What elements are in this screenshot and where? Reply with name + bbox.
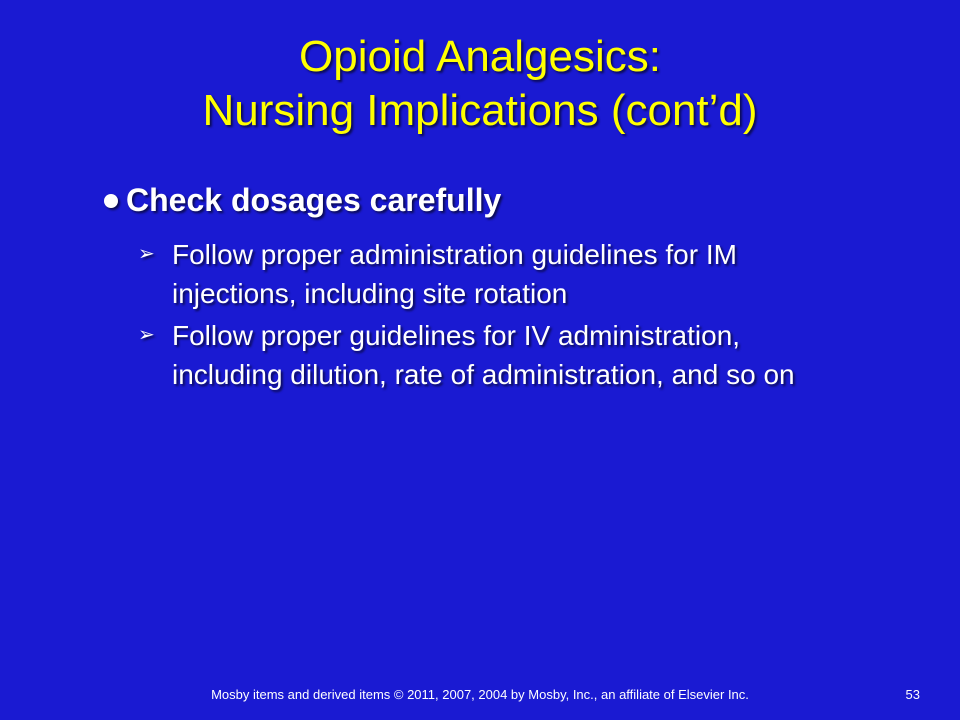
- arrow-bullet-icon: ➢: [138, 243, 155, 265]
- arrow-bullet-icon: ➢: [138, 324, 155, 346]
- sub-bullet-text: Follow proper administration guidelines for IM injections, including site rotation: [172, 239, 737, 309]
- slide-title: [0, 30, 960, 138]
- copyright-footer: Mosby items and derived items © 2011, 2007, 2004 by Mosby, Inc., an affiliate of Elsevier Inc.: [211, 687, 749, 702]
- title-line-1: Opioid Analgesics:: [299, 32, 661, 81]
- bullet-dot-icon: [104, 194, 118, 208]
- sub-bullet-text: Follow proper guidelines for IV administration, including dilution, rate of administration, and so on: [172, 320, 795, 390]
- page-number: 53: [905, 687, 920, 702]
- title-line-2: Nursing Implications (cont’d): [202, 86, 758, 135]
- main-bullet-text: Check dosages carefully: [126, 182, 502, 218]
